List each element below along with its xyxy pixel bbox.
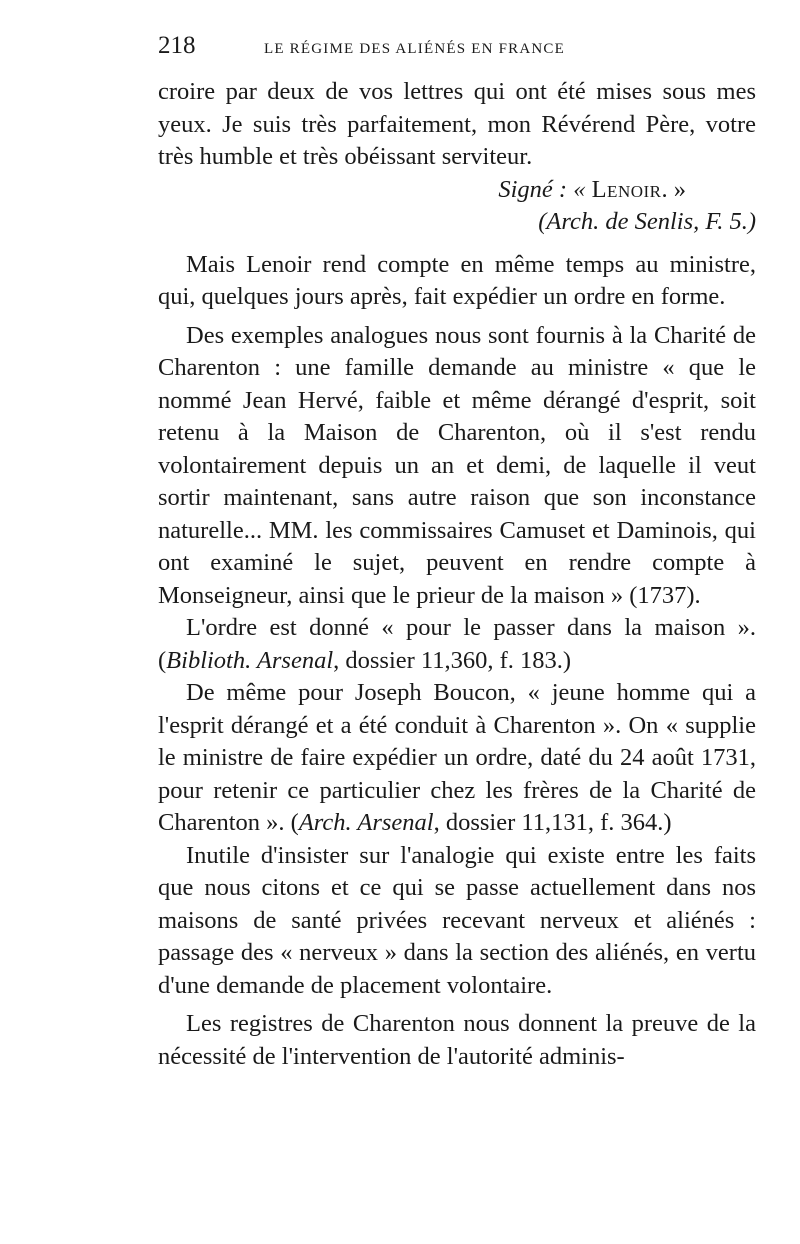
running-head: LE RÉGIME DES ALIÉNÉS EN FRANCE (264, 41, 565, 57)
signature-name: Lenoir (591, 175, 662, 203)
paragraph-charenton-examples: Des exemples analogues nous sont fournis à la Charité de Charenton : une famille demande au ministre « que le nommé Jean Hervé, faible et même dérangé d'esprit, soit retenu à la Maison de Charenton, où il s'est rendu volontairement depuis un an et demi, de laquelle il veut sortir maintenant, sans autre raison que son inconstance naturelle... MM. les commissaires Camuset et Daminois, qui ont examiné le sujet, peuvent en rendre compte à Monseigneur, ainsi que le prieur de la maison » (1737). (158, 321, 756, 609)
order-source-end: , dossier 11,360, f. 183.) (333, 646, 572, 674)
page-header (158, 32, 756, 76)
page-number: 218 (158, 32, 196, 59)
archive-reference (158, 206, 756, 239)
order-source: Biblioth. Arsenal (166, 646, 334, 674)
paragraph-boucon (158, 677, 756, 840)
boucon-source: Arch. Arsenal (298, 809, 434, 836)
paragraph-lenoir: Mais Lenoir rend compte en même temps au ministre, qui, quelques jours après, fait expédier un ordre en forme. (158, 250, 756, 310)
body-text (158, 76, 756, 1073)
archive-reference-text: (Arch. de Senlis, F. 5.) (538, 208, 756, 235)
paragraph-letter-closing: croire par deux de vos lettres qui ont été mises sous mes yeux. Je suis très parfaitement, mon Révérend Père, votre très humble et très obéissant serviteur. (158, 78, 756, 170)
paragraph-analogy: Inutile d'insister sur l'analogie qui existe entre les faits que nous citons et ce qui se passe actuellement dans nos maisons de santé privées recevant nerveux et aliénés : passage des « nerveux » dans la section des aliénés, en vertu d'une demande de placement volontaire. (158, 841, 756, 999)
paragraph-order-given (158, 612, 756, 677)
paragraph-registers: Les registres de Charenton nous donnent la preuve de la nécessité de l'intervention de l'autorité adminis- (158, 1010, 756, 1070)
boucon-text: De même pour Joseph Boucon, « jeune homme qui a l'esprit dérangé et a été conduit à Charenton ». On « supplie le ministre de faire expédier un ordre, daté du 24 août 1731, pour retenir ce particulier chez les frères de la Charité de Charenton ». ( (158, 679, 756, 836)
signature-suffix: . » (661, 175, 686, 203)
order-text: L'ordre est donné « pour le passer dans la maison ». ( (158, 614, 756, 674)
signature-prefix: Signé : « (498, 175, 592, 203)
signature-line (158, 174, 756, 207)
boucon-source-end: , dossier 11,131, f. 364.) (433, 809, 672, 836)
